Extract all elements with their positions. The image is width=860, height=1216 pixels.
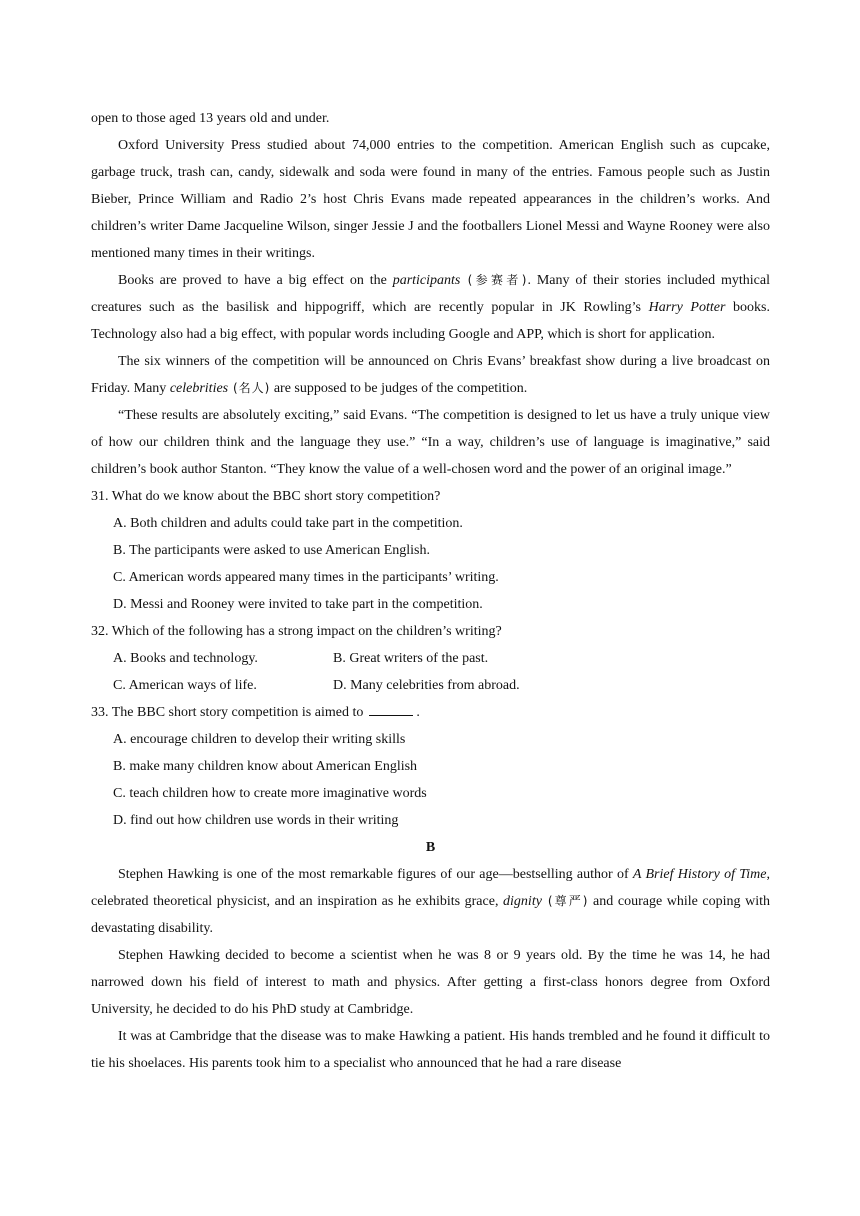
chinese-gloss: (名人) [228,381,271,395]
question-32-option-c: C. American ways of life. [113,678,257,693]
question-32-option-a: A. Books and technology. [113,651,258,666]
question-31-stem: 31. What do we know about the BBC short story competition? [91,489,441,504]
question-33-option-b: B. make many children know about American English [113,759,418,774]
text-run: Books are proved to have a big effect on the [118,273,393,288]
italic-term: celebrities [169,381,229,396]
text-run: . Many of their stories included mythical creatures such as the basilisk and hippogriff, which are recently popular in JK Rowling’s [91,273,770,315]
paragraph-b3: It was at Cambridge that the disease was to make Hawking a patient. His hands trembled and he found it difficult to tie his shoelaces. His parents took him to a specialist who announced that he had a rare disease [91,1029,770,1071]
question-33-stem: 33. The BBC short story competition is aimed to [91,705,364,720]
question-33-option-c: C. teach children how to create more imaginative words [113,786,427,801]
chinese-gloss: (尊严) [541,894,589,908]
document-page [91,105,770,1077]
question-31-option-d: D. Messi and Rooney were invited to take part in the competition. [113,597,483,612]
text-run: are supposed to be judges of the competition. [270,381,528,396]
question-33-stem-line: 33. The BBC short story competition is aimed to . [91,699,770,726]
question-31-option-c: C. American words appeared many times in the participants’ writing. [113,570,499,585]
italic-title: Harry Potter [648,300,726,315]
text-run: Stephen Hawking is one of the most remarkable figures of our age—bestselling author of [118,867,633,882]
paragraph-a4: “These results are absolutely exciting,” said Evans. “The competition is designed to let us have a truly unique view of how our children think and the language they use.” “In a way, children’s use of language is imaginative,” said children’s book author Stanton. “They know the value of a well-chosen word and the power of an original image.” [91,408,770,477]
question-32-row-2 [113,672,770,699]
paragraph-a3 [91,348,770,402]
paragraph-b1 [91,861,770,942]
question-32-stem: 32. Which of the following has a strong impact on the children’s writing? [91,624,502,639]
paragraph-a2 [91,267,770,348]
question-32-option-b: B. Great writers of the past. [333,651,489,666]
text-run: , celebrated theoretical physicist, and an inspiration as he exhibits grace, [91,867,770,909]
paragraph-b2: Stephen Hawking decided to become a scientist when he was 8 or 9 years old. By the time he was 14, he had narrowed down his field of interest to math and physics. After getting a first-class honors degree from Oxford University, he decided to do his PhD study at Cambridge. [91,948,770,1017]
question-31-option-a: A. Both children and adults could take part in the competition. [113,516,463,531]
chinese-gloss: (参赛者) [460,273,528,287]
italic-term: participants [392,273,461,288]
italic-title: A Brief History of Time [632,867,767,882]
paragraph-a1: Oxford University Press studied about 74,000 entries to the competition. American English such as cupcake, garbage truck, trash can, candy, sidewalk and soda were found in many of the entries. Famous people such as Justin Bieber, Prince William and Radio 2’s host Chris Evans made repeated appearances in the children’s works. And children’s writer Dame Jacqueline Wilson, singer Jessie J and the footballers Lionel Messi and Wayne Rooney were also mentioned many times in their writings. [91,138,770,261]
question-33-option-a: A. encourage children to develop their writing skills [113,732,406,747]
paragraph-a0: open to those aged 13 years old and under. [91,111,330,126]
text-run: books. Technology also had a big effect, with popular words including Google and APP, which is short for application. [91,300,770,342]
question-33-option-d: D. find out how children use words in their writing [113,813,399,828]
section-heading-b: B [425,840,436,855]
answer-blank [369,701,413,716]
italic-term: dignity [503,894,542,909]
question-31-option-b: B. The participants were asked to use American English. [113,543,430,558]
text-run: and courage while coping with devastating disability. [91,894,771,936]
question-32-row-1 [113,645,770,672]
text-run: The six winners of the competition will be announced on Chris Evans’ breakfast show during a live broadcast on Friday. Many [91,354,770,396]
question-32-option-d: D. Many celebrities from abroad. [333,678,520,693]
